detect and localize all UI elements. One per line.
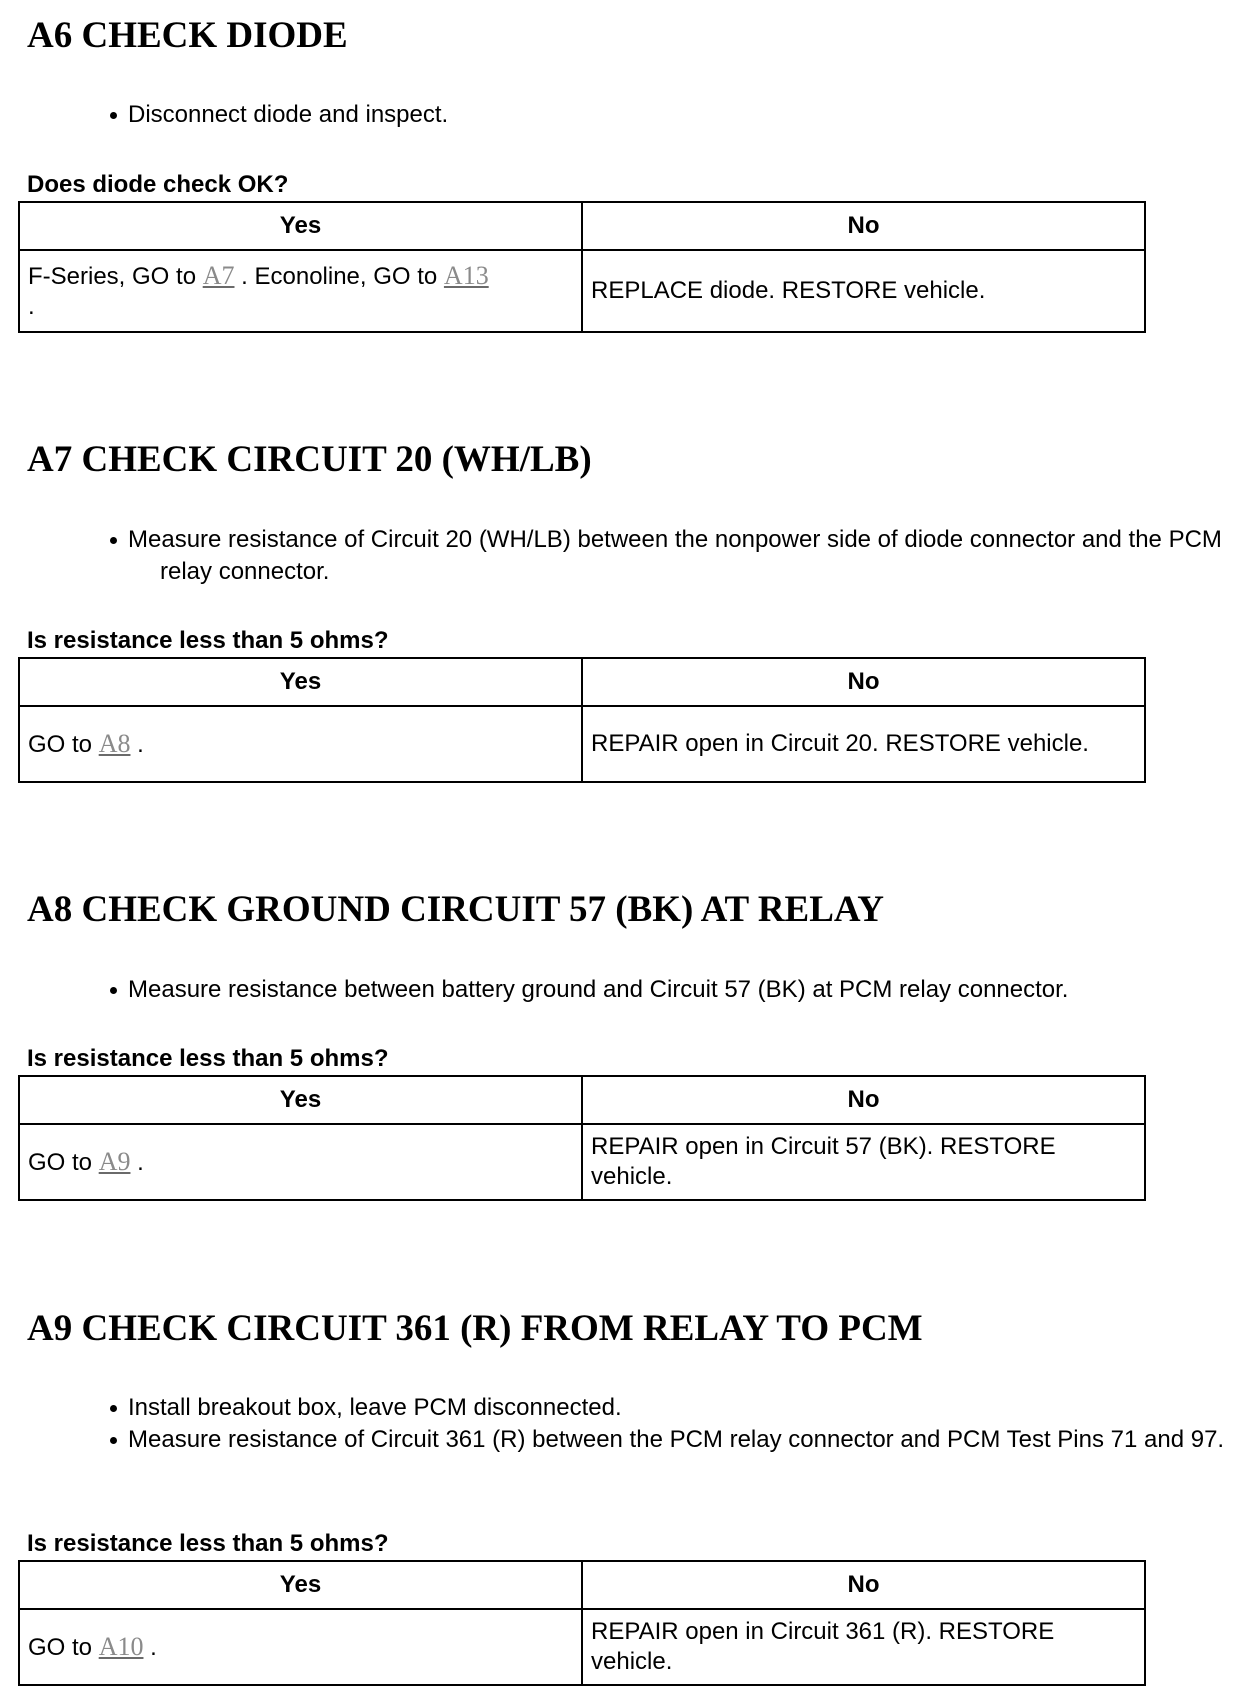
- bullet-icon: [110, 537, 117, 544]
- no-cell: REPAIR open in Circuit 361 (R). RESTORE vehicle.: [582, 1609, 1145, 1685]
- yes-cell: [19, 706, 582, 782]
- section-heading: A8 CHECK GROUND CIRCUIT 57 (BK) AT RELAY: [27, 889, 884, 930]
- yes-text: GO to: [28, 730, 99, 758]
- bullet-icon: [110, 1405, 117, 1412]
- bullet-item: [110, 524, 1240, 588]
- yes-header: Yes: [19, 202, 582, 250]
- table-header-row: [19, 202, 1145, 250]
- bullet-text: Measure resistance of Circuit 20 (WH/LB) between the nonpower side of diode connector and the PCM relay connector.: [128, 526, 1222, 585]
- no-header: No: [582, 1561, 1145, 1609]
- table-header-row: [19, 1076, 1145, 1124]
- section-heading: A9 CHECK CIRCUIT 361 (R) FROM RELAY TO PCM: [27, 1308, 923, 1349]
- bullet-item: [110, 1392, 1240, 1424]
- yes-text: GO to: [28, 1633, 99, 1661]
- yes-no-table: [18, 1560, 1146, 1686]
- yes-header: Yes: [19, 1561, 582, 1609]
- table-row: [19, 250, 1145, 332]
- link-a9[interactable]: A9: [98, 1146, 131, 1176]
- question-text: Is resistance less than 5 ohms?: [27, 1045, 389, 1072]
- table-row: [19, 1609, 1145, 1685]
- yes-text: .: [143, 1633, 157, 1661]
- link-a8[interactable]: A8: [98, 728, 131, 758]
- table-header-row: [19, 1561, 1145, 1609]
- no-header: No: [582, 658, 1145, 706]
- yes-no-table: [18, 201, 1146, 333]
- yes-text: GO to: [28, 1148, 99, 1176]
- question-text: Is resistance less than 5 ohms?: [27, 627, 389, 654]
- yes-header: Yes: [19, 1076, 582, 1124]
- bullet-list: [110, 99, 1240, 131]
- bullet-text: Measure resistance between battery ground and Circuit 57 (BK) at PCM relay connector.: [128, 976, 1069, 1003]
- bullet-icon: [110, 1437, 117, 1444]
- bullet-text: Measure resistance of Circuit 361 (R) between the PCM relay connector and PCM Test Pins 71 and 97.: [128, 1426, 1225, 1453]
- bullet-list: [110, 1392, 1240, 1456]
- link-a7[interactable]: A7: [202, 260, 235, 290]
- link-a13[interactable]: A13: [443, 260, 489, 290]
- no-header: No: [582, 202, 1145, 250]
- yes-text: .: [130, 730, 144, 758]
- bullet-list: [110, 974, 1240, 1006]
- bullet-item: [110, 1424, 1240, 1456]
- bullet-icon: [110, 987, 117, 994]
- yes-header: Yes: [19, 658, 582, 706]
- section-heading: A6 CHECK DIODE: [27, 15, 348, 56]
- yes-cell: [19, 1609, 582, 1685]
- no-cell: REPLACE diode. RESTORE vehicle.: [582, 250, 1145, 332]
- link-a10[interactable]: A10: [98, 1631, 144, 1661]
- table-row: [19, 1124, 1145, 1200]
- yes-text: .: [130, 1148, 144, 1176]
- bullet-list: [110, 524, 1240, 588]
- yes-text: F-Series, GO to: [28, 262, 203, 290]
- question-text: Is resistance less than 5 ohms?: [27, 1530, 389, 1557]
- yes-no-table: [18, 657, 1146, 783]
- yes-text: . Econoline, GO to: [234, 262, 444, 290]
- yes-cell: [19, 1124, 582, 1200]
- table-header-row: [19, 658, 1145, 706]
- yes-text: .: [28, 292, 35, 320]
- bullet-icon: [110, 112, 117, 119]
- yes-cell: [19, 250, 582, 332]
- bullet-text: Disconnect diode and inspect.: [128, 101, 449, 128]
- no-cell: REPAIR open in Circuit 20. RESTORE vehicle.: [582, 706, 1145, 782]
- section-heading: A7 CHECK CIRCUIT 20 (WH/LB): [27, 439, 592, 480]
- bullet-item: [110, 974, 1240, 1006]
- question-text: Does diode check OK?: [27, 171, 289, 198]
- bullet-item: [110, 99, 1240, 131]
- bullet-text: Install breakout box, leave PCM disconnected.: [128, 1394, 622, 1421]
- table-row: [19, 706, 1145, 782]
- no-cell: REPAIR open in Circuit 57 (BK). RESTORE vehicle.: [582, 1124, 1145, 1200]
- no-header: No: [582, 1076, 1145, 1124]
- yes-no-table: [18, 1075, 1146, 1201]
